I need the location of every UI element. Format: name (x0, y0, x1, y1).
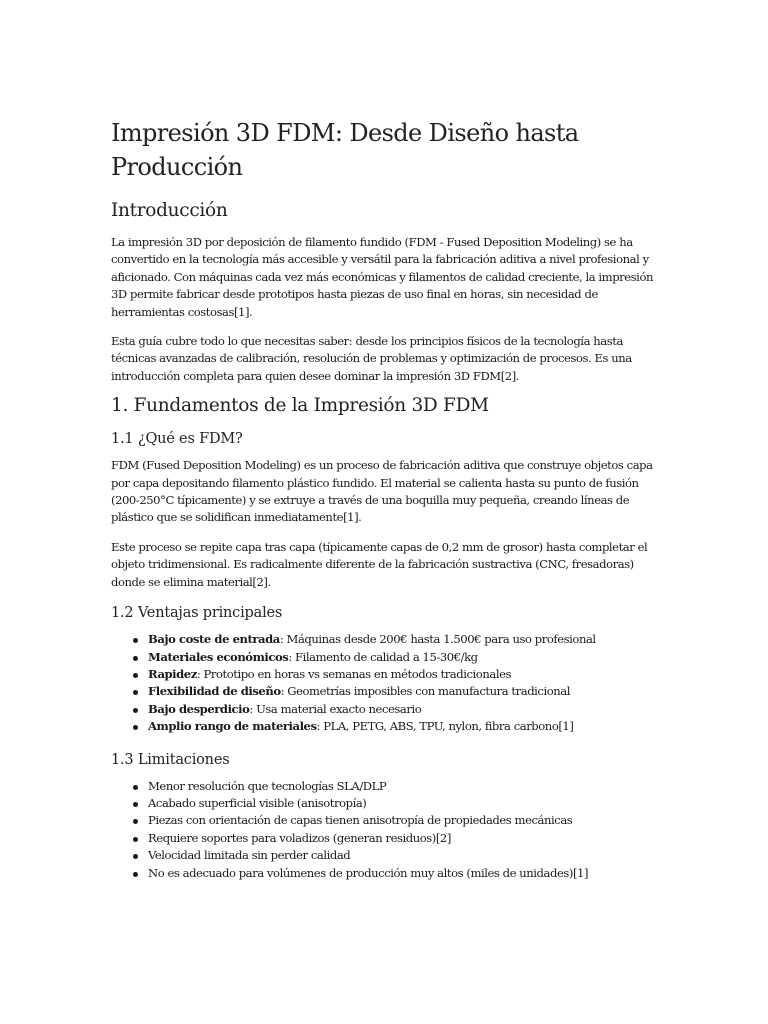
bullet-icon (133, 708, 138, 713)
list-item (148, 847, 659, 864)
list-item-text: Requiere soportes para voladizos (generan residuos)[2] (148, 830, 451, 845)
bullet-icon (133, 854, 138, 859)
list-item-text: : Prototipo en horas vs semanas en métodos tradicionales (196, 666, 511, 681)
section-1-1-paragraph-2: Este proceso se repite capa tras capa (típicamente capas de 0,2 mm de grosor) hasta completar el objeto tridimensional. Es radicalmente diferente de la fabricación sustractiva (CNC, fresadoras) donde se elimina material[2]. (111, 539, 648, 589)
list-item-text: : Máquinas desde 200€ hasta 1.500€ para uso profesional (279, 632, 596, 647)
list-item-text: Velocidad limitada sin perder calidad (148, 848, 351, 863)
advantages-list (111, 631, 659, 735)
list-item-term: Materiales económicos (148, 649, 289, 664)
bullet-icon (133, 872, 138, 877)
section-1-1-paragraph-1: FDM (Fused Deposition Modeling) es un proceso de fabricación aditiva que construye objetos capa por capa depositando filamento plástico fundido. El material se calienta hasta su punto de fusión (200-250°C típicamente) y se extruye a través de una boquilla muy pequeña, creando líneas de plástico que se solidifican inmediatamente[1]. (111, 458, 653, 525)
document-content (111, 116, 659, 896)
list-item (148, 795, 659, 812)
list-item-text: : PLA, PETG, ABS, TPU, nylon, fibra carbono[1] (316, 719, 574, 734)
section-1-heading: 1. Fundamentos de la Impresión 3D FDM (111, 395, 489, 417)
list-item (148, 865, 659, 882)
bullet-icon (133, 837, 138, 842)
limitations-list (111, 778, 659, 882)
list-item-text: : Filamento de calidad a 15-30€/kg (288, 649, 478, 664)
bullet-icon (133, 656, 138, 661)
list-item (148, 666, 659, 683)
list-item (148, 778, 659, 795)
bullet-icon (133, 690, 138, 695)
document-title: Impresión 3D FDM: Desde Diseño hasta Producción (111, 119, 579, 181)
list-item-text: Acabado superficial visible (anisotropía) (148, 795, 367, 810)
section-1-1-heading: 1.1 ¿Qué es FDM? (111, 431, 243, 448)
list-item-text: Piezas con orientación de capas tienen anisotropía de propiedades mecánicas (148, 813, 573, 828)
list-item (148, 701, 659, 718)
list-item (148, 718, 659, 735)
intro-paragraph-1: La impresión 3D por deposición de filamento fundido (FDM - Fused Deposition Modeling) se ha convertido en la tecnología más accesible y versátil para la fabricación aditiva a nivel profesional y aficionado. Con máquinas cada vez más económicas y filamentos de calidad creciente, la impresión 3D permite fabricar desde prototipos hasta piezas de uso final en horas, sin necesidad de herramientas costosas[1]. (111, 235, 653, 319)
list-item (148, 683, 659, 700)
bullet-icon (133, 673, 138, 678)
bullet-icon (133, 785, 138, 790)
list-item-term: Amplio rango de materiales (148, 719, 317, 734)
list-item (148, 649, 659, 666)
list-item-text: : Geometrías imposibles con manufactura tradicional (280, 684, 570, 699)
bullet-icon (133, 638, 138, 643)
list-item-term: Bajo coste de entrada (148, 632, 280, 647)
list-item (148, 631, 659, 648)
list-item-term: Rapidez (148, 666, 197, 681)
list-item (148, 830, 659, 847)
list-item (148, 812, 659, 829)
intro-heading: Introducción (111, 200, 228, 221)
section-1-2-heading: 1.2 Ventajas principales (111, 605, 283, 622)
intro-paragraph-2: Esta guía cubre todo lo que necesitas saber: desde los principios físicos de la tecnología hasta técnicas avanzadas de calibración, resolución de problemas y optimización de procesos. Es una introducción completa para quien desee dominar la impresión 3D FDM[2]. (111, 334, 632, 383)
list-item-text: No es adecuado para volúmenes de producción muy altos (miles de unidades)[1] (148, 865, 589, 880)
bullet-icon (133, 725, 138, 730)
list-item-text: Menor resolución que tecnologías SLA/DLP (148, 778, 387, 793)
section-1-3-heading: 1.3 Limitaciones (111, 751, 230, 768)
bullet-icon (133, 819, 138, 824)
list-item-term: Bajo desperdicio (148, 701, 250, 716)
list-item-text: : Usa material exacto necesario (249, 701, 422, 716)
bullet-icon (133, 802, 138, 807)
list-item-term: Flexibilidad de diseño (148, 684, 281, 699)
